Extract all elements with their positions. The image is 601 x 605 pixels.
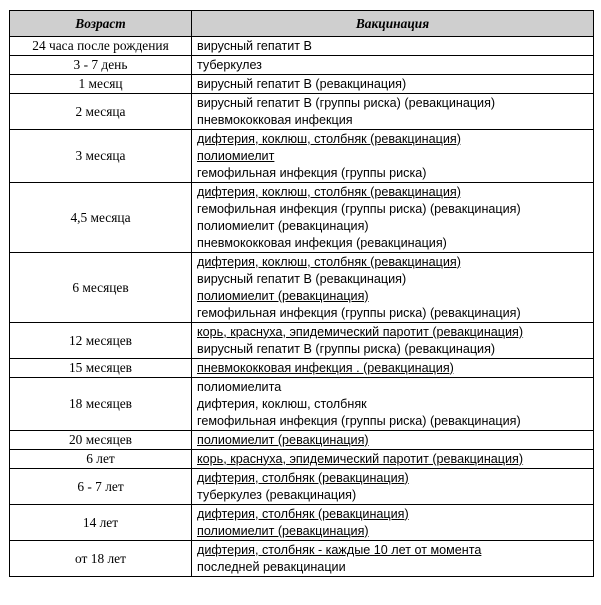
vaccination-cell (192, 323, 594, 359)
vaccination-line: гемофильная инфекция (группы риска) (197, 165, 427, 180)
vaccination-line: полиомиелит (ревакцинация) (197, 288, 369, 303)
age-cell: 1 месяц (10, 75, 192, 94)
vaccination-line: полиомиелит (ревакцинация) (197, 432, 369, 447)
vaccination-line: гемофильная инфекция (группы риска) (ревакцинация) (197, 305, 521, 320)
table-row (10, 75, 594, 94)
table-row (10, 378, 594, 431)
age-cell: 6 месяцев (10, 253, 192, 323)
vaccination-cell (192, 253, 594, 323)
age-cell: 3 месяца (10, 130, 192, 183)
table-row (10, 469, 594, 505)
table-row (10, 130, 594, 183)
vaccination-cell (192, 505, 594, 541)
vaccination-schedule-table (9, 10, 594, 577)
vaccination-line: дифтерия, коклюш, столбняк (197, 396, 367, 411)
vaccination-line: дифтерия, коклюш, столбняк (ревакцинация) (197, 254, 461, 269)
vaccination-cell (192, 359, 594, 378)
vaccination-cell (192, 130, 594, 183)
age-cell: 3 - 7 день (10, 56, 192, 75)
vaccination-line: полиомиелит (ревакцинация) (197, 218, 369, 233)
vaccination-line: полиомиелита (197, 379, 282, 394)
table-row (10, 56, 594, 75)
table-header-row (10, 11, 594, 37)
vaccination-line: дифтерия, коклюш, столбняк (ревакцинация) (197, 184, 461, 199)
vaccination-line: гемофильная инфекция (группы риска) (ревакцинация) (197, 413, 521, 428)
vaccination-cell (192, 37, 594, 56)
vaccination-line: последней ревакцинации (197, 559, 346, 574)
vaccination-cell (192, 75, 594, 94)
table-row (10, 37, 594, 56)
vaccination-line: туберкулез (197, 57, 262, 72)
vaccination-line: полиомиелит (ревакцинация) (197, 523, 369, 538)
age-cell: 14 лет (10, 505, 192, 541)
age-cell: 6 лет (10, 450, 192, 469)
vaccination-cell (192, 469, 594, 505)
vaccination-line: корь, краснуха, эпидемический паротит (ревакцинация) (197, 451, 524, 466)
age-cell: 12 месяцев (10, 323, 192, 359)
table-row (10, 253, 594, 323)
vaccination-line: дифтерия, коклюш, столбняк (ревакцинация) (197, 131, 461, 146)
vaccination-line: вирусный гепатит В (197, 38, 312, 53)
vaccination-line: дифтерия, столбняк - каждые 10 лет от момента (197, 542, 482, 557)
vaccination-cell (192, 56, 594, 75)
age-cell: 24 часа после рождения (10, 37, 192, 56)
vaccination-cell (192, 450, 594, 469)
table-body (10, 37, 594, 577)
age-cell: от 18 лет (10, 541, 192, 577)
table-row (10, 94, 594, 130)
age-cell: 15 месяцев (10, 359, 192, 378)
table-row (10, 431, 594, 450)
vaccination-line: пневмококковая инфекция (197, 112, 353, 127)
vaccination-line: корь, краснуха, эпидемический паротит (ревакцинация) (197, 324, 524, 339)
table-row (10, 541, 594, 577)
vaccination-line: пневмококковая инфекция (ревакцинация) (197, 235, 447, 250)
vaccination-line: пневмококковая инфекция . (ревакцинация) (197, 360, 454, 375)
age-cell: 20 месяцев (10, 431, 192, 450)
table-row (10, 323, 594, 359)
vaccination-line: туберкулез (ревакцинация) (197, 487, 357, 502)
vaccination-line: вирусный гепатит В (группы риска) (ревакцинация) (197, 95, 496, 110)
vaccination-line: вирусный гепатит В (группы риска) (ревакцинация) (197, 341, 496, 356)
table-row (10, 450, 594, 469)
age-column-header: Возраст (10, 11, 192, 37)
vaccination-cell (192, 431, 594, 450)
table-row (10, 505, 594, 541)
vaccination-line: вирусный гепатит В (ревакцинация) (197, 76, 407, 91)
age-cell: 4,5 месяца (10, 183, 192, 253)
vaccination-column-header: Вакцинация (192, 11, 594, 37)
vaccination-line: полиомиелит (197, 148, 275, 163)
age-cell: 18 месяцев (10, 378, 192, 431)
vaccination-line: вирусный гепатит В (ревакцинация) (197, 271, 407, 286)
table-row (10, 183, 594, 253)
vaccination-cell (192, 541, 594, 577)
vaccination-line: дифтерия, столбняк (ревакцинация) (197, 506, 409, 521)
table-row (10, 359, 594, 378)
age-cell: 2 месяца (10, 94, 192, 130)
age-cell: 6 - 7 лет (10, 469, 192, 505)
vaccination-line: гемофильная инфекция (группы риска) (ревакцинация) (197, 201, 521, 216)
vaccination-line: дифтерия, столбняк (ревакцинация) (197, 470, 409, 485)
vaccination-cell (192, 94, 594, 130)
vaccination-cell (192, 378, 594, 431)
vaccination-cell (192, 183, 594, 253)
